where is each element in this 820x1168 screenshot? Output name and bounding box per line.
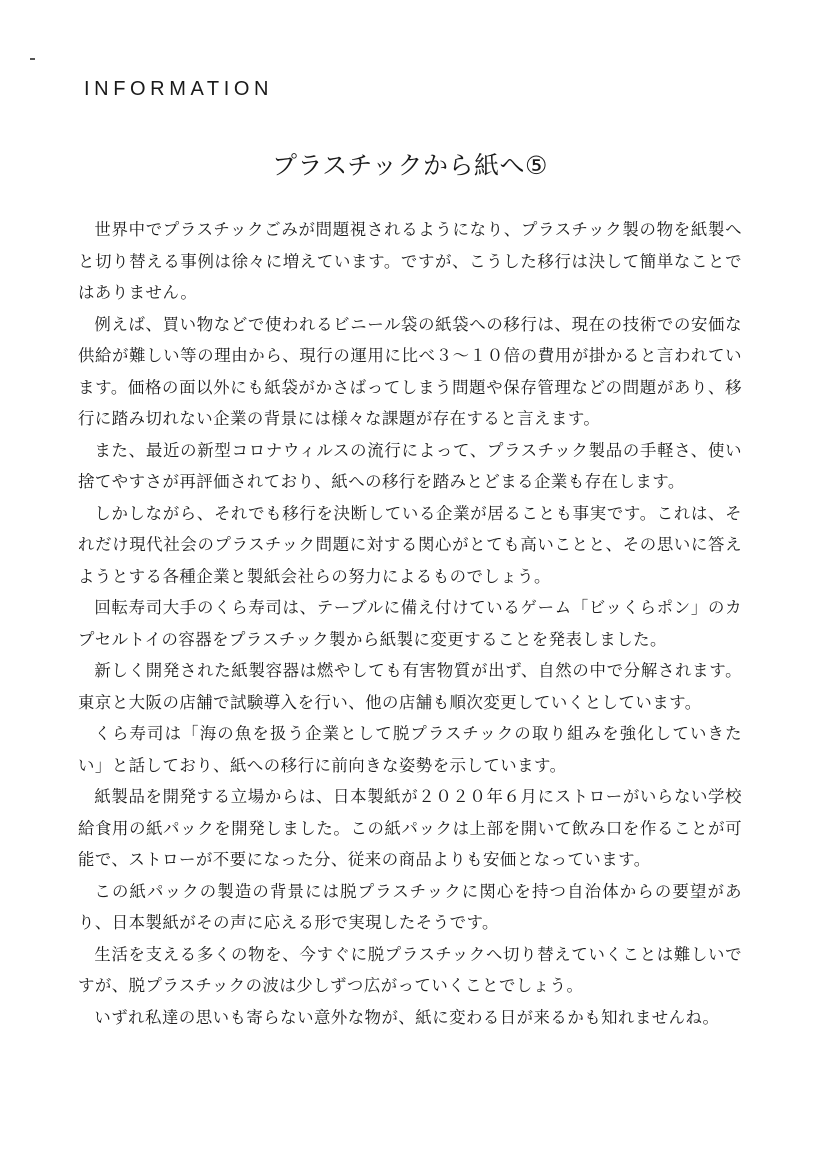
paragraph: いずれ私達の思いも寄らない意外な物が、紙に変わる日が来るかも知れませんね。 bbox=[94, 1007, 720, 1027]
paragraph: 新しく開発された紙製容器は燃やしても有害物質が出ず、自然の中で分解されます。東京と大阪の店舗で試験導入を行い、他の店舗も順次変更していくとしています。 bbox=[78, 661, 742, 712]
paragraph: また、最近の新型コロナウィルスの流行によって、プラスチック製品の手軽さ、使い捨てやすさが再評価されており、紙への移行を踏みとどまる企業も存在します。 bbox=[78, 440, 742, 491]
paragraph: 世界中でプラスチックごみが問題視されるようになり、プラスチック製の物を紙製へと切り替える事例は徐々に増えています。ですが、こうした移行は決して簡単なことではありません。 bbox=[78, 220, 742, 302]
paragraph: 回転寿司大手のくら寿司は、テーブルに備え付けているゲーム「ビッくらポン」のカプセルトイの容器をプラスチック製から紙製に変更することを発表しました。 bbox=[78, 598, 742, 649]
paragraph: 例えば、買い物などで使われるビニール袋の紙袋への移行は、現在の技術での安価な供給が難しい等の理由から、現行の運用に比べ３～１０倍の費用が掛かると言われています。価格の面以外にも紙袋がかさばってしまう問題や保存管理などの問題があり、移行に踏み切れない企業の背景には様々な課題が存在すると言えます。 bbox=[78, 314, 742, 428]
paragraph: くら寿司は「海の魚を扱う企業として脱プラスチックの取り組みを強化していきたい」と話しており、紙への移行に前向きな姿勢を示しています。 bbox=[78, 724, 742, 775]
article-body bbox=[78, 214, 742, 1033]
paragraph: しかしながら、それでも移行を決断している企業が居ることも事実です。これは、それだけ現代社会のプラスチック問題に対する関心がとても高いことと、その思いに答えようとする各種企業と製紙会社らの努力によるものでしょう。 bbox=[78, 503, 742, 586]
section-label: INFORMATION bbox=[84, 78, 274, 100]
article-title: プラスチックから紙へ⑤ bbox=[272, 151, 548, 180]
paragraph: 生活を支える多くの物を、今すぐに脱プラスチックへ切り替えていくことは難しいですが、脱プラスチックの波は少しずつ広がっていくことでしょう。 bbox=[78, 944, 742, 995]
paragraph: この紙パックの製造の背景には脱プラスチックに関心を持つ自治体からの要望があり、日本製紙がその声に応える形で実現したそうです。 bbox=[78, 881, 742, 932]
paragraph: 紙製品を開発する立場からは、日本製紙が２０２０年６月にストローがいらない学校給食用の紙パックを開発しました。この紙パックは上部を開いて飲み口を作ることが可能で、ストローが不要になった分、従来の商品よりも安価となっています。 bbox=[78, 787, 742, 869]
scan-mark bbox=[30, 58, 35, 60]
